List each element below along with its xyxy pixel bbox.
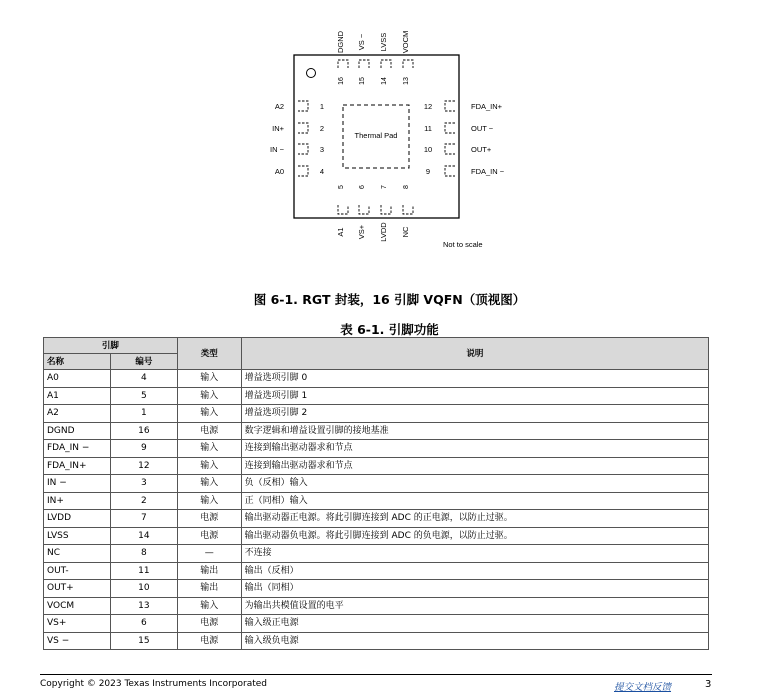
pin-number-left: 1 bbox=[319, 102, 325, 111]
pin-type-cell: 输入 bbox=[177, 475, 241, 493]
pin-type-cell: 电源 bbox=[177, 615, 241, 633]
pin-number-cell: 14 bbox=[110, 527, 177, 545]
pin-number-left: 3 bbox=[319, 145, 325, 154]
table-row bbox=[44, 527, 709, 545]
pin-number-left: 2 bbox=[319, 124, 325, 133]
pin-number-cell: 1 bbox=[110, 405, 177, 423]
pin-description-cell: 输入级负电源 bbox=[241, 632, 708, 650]
pin-number-right: 10 bbox=[423, 145, 433, 154]
pin-description-cell: 正（同相）输入 bbox=[241, 492, 708, 510]
page-number: 3 bbox=[705, 679, 712, 690]
pin-number-cell: 13 bbox=[110, 597, 177, 615]
pin-label-right: OUT+ bbox=[471, 145, 492, 154]
pin-number-cell: 12 bbox=[110, 457, 177, 475]
pin-number-cell: 11 bbox=[110, 562, 177, 580]
pin-name-cell: A2 bbox=[44, 405, 111, 423]
table-row bbox=[44, 597, 709, 615]
feedback-link[interactable]: 提交文档反馈 bbox=[614, 682, 672, 693]
pin-name-cell: VS+ bbox=[44, 615, 111, 633]
table-row bbox=[44, 545, 709, 563]
pin-description-cell: 为输出共模值设置的电平 bbox=[241, 597, 708, 615]
header-number: 编号 bbox=[110, 354, 177, 370]
pin-name-cell: OUT- bbox=[44, 562, 111, 580]
pin-label-bottom: NC bbox=[401, 226, 410, 238]
pin-description-cell: 增益选项引脚 0 bbox=[241, 370, 708, 388]
scale-note: Not to scale bbox=[443, 240, 483, 249]
pin-name-cell: IN+ bbox=[44, 492, 111, 510]
header-type: 类型 bbox=[177, 338, 241, 370]
pin-type-cell: 输入 bbox=[177, 492, 241, 510]
header-description: 说明 bbox=[241, 338, 708, 370]
pin-description-cell: 负（反相）输入 bbox=[241, 475, 708, 493]
table-row bbox=[44, 370, 709, 388]
pin-type-cell: 输入 bbox=[177, 405, 241, 423]
table-row bbox=[44, 615, 709, 633]
pin-number-left: 4 bbox=[319, 167, 325, 176]
pin-label-right: FDA_IN − bbox=[471, 167, 505, 176]
pin-description-cell: 增益选项引脚 1 bbox=[241, 387, 708, 405]
pin-type-cell: 输入 bbox=[177, 387, 241, 405]
pin-name-cell: LVDD bbox=[44, 510, 111, 528]
table-row bbox=[44, 440, 709, 458]
pin-type-cell: 电源 bbox=[177, 510, 241, 528]
pin-number-cell: 6 bbox=[110, 615, 177, 633]
pin-type-cell: 输出 bbox=[177, 562, 241, 580]
figure-caption: 图 6-1. RGT 封装，16 引脚 VQFN（顶视图） bbox=[253, 292, 526, 307]
pin-label-left: IN+ bbox=[272, 124, 284, 133]
pin-description-cell: 数字逻辑和增益设置引脚的接地基准 bbox=[241, 422, 708, 440]
pin-number-bottom: 7 bbox=[381, 185, 388, 189]
table-caption: 表 6-1. 引脚功能 bbox=[340, 322, 439, 337]
pin-type-cell: 输出 bbox=[177, 580, 241, 598]
pin-label-left: IN − bbox=[270, 145, 284, 154]
pin-label-bottom: LVDD bbox=[379, 222, 388, 242]
pin-number-cell: 15 bbox=[110, 632, 177, 650]
pin-number-bottom: 5 bbox=[338, 185, 345, 189]
pin-type-cell: 输入 bbox=[177, 597, 241, 615]
pin-description-cell: 增益选项引脚 2 bbox=[241, 405, 708, 423]
pin-number-cell: 16 bbox=[110, 422, 177, 440]
table-row bbox=[44, 405, 709, 423]
pin-number-bottom: 6 bbox=[359, 185, 366, 189]
pin-name-cell: FDA_IN − bbox=[44, 440, 111, 458]
pin-label-left: A2 bbox=[274, 102, 284, 111]
pin-number-cell: 2 bbox=[110, 492, 177, 510]
pin-label-right: OUT − bbox=[471, 124, 494, 133]
pin-number-right: 9 bbox=[425, 167, 431, 176]
pin-number-top: 16 bbox=[338, 77, 345, 85]
pin-name-cell: OUT+ bbox=[44, 580, 111, 598]
pin-number-cell: 5 bbox=[110, 387, 177, 405]
pin-description-cell: 连接到输出驱动器求和节点 bbox=[241, 440, 708, 458]
pin-name-cell: A1 bbox=[44, 387, 111, 405]
pin-label-top: VOCM bbox=[401, 30, 410, 54]
pin-number-top: 15 bbox=[359, 77, 366, 85]
pin-number-right: 12 bbox=[423, 102, 433, 111]
pin-name-cell: LVSS bbox=[44, 527, 111, 545]
copyright-text: Copyright © 2023 Texas Instruments Incorporated bbox=[40, 679, 267, 689]
table-row bbox=[44, 422, 709, 440]
pin-number-top: 13 bbox=[403, 77, 410, 85]
pin-functions-table bbox=[43, 337, 709, 650]
pin-name-cell: FDA_IN+ bbox=[44, 457, 111, 475]
pin-type-cell: 输入 bbox=[177, 370, 241, 388]
pin-number-cell: 8 bbox=[110, 545, 177, 563]
pin-type-cell: 电源 bbox=[177, 527, 241, 545]
pin-number-right: 11 bbox=[424, 124, 432, 133]
pin-name-cell: DGND bbox=[44, 422, 111, 440]
pin-label-left: A0 bbox=[274, 167, 284, 176]
pin-number-cell: 9 bbox=[110, 440, 177, 458]
pin-type-cell: 电源 bbox=[177, 632, 241, 650]
pin-type-cell: 输入 bbox=[177, 457, 241, 475]
pin-description-cell: 输出驱动器正电源。将此引脚连接到 ADC 的正电源，以防止过驱。 bbox=[241, 510, 708, 528]
pin-label-top: DGND bbox=[336, 30, 345, 54]
pin-number-bottom: 8 bbox=[403, 185, 410, 189]
table-row bbox=[44, 492, 709, 510]
pin-number-cell: 4 bbox=[110, 370, 177, 388]
table-row bbox=[44, 632, 709, 650]
pin-description-cell: 不连接 bbox=[241, 545, 708, 563]
thermal-pad-label: Thermal Pad bbox=[354, 131, 398, 140]
table-row bbox=[44, 580, 709, 598]
pin-number-cell: 10 bbox=[110, 580, 177, 598]
header-name: 名称 bbox=[44, 354, 111, 370]
pin-type-cell: 电源 bbox=[177, 422, 241, 440]
package-pinout-diagram bbox=[0, 0, 779, 260]
pin-number-cell: 7 bbox=[110, 510, 177, 528]
footer-rule bbox=[40, 674, 712, 675]
table-row bbox=[44, 475, 709, 493]
pin-name-cell: VOCM bbox=[44, 597, 111, 615]
pin-name-cell: VS − bbox=[44, 632, 111, 650]
pin-description-cell: 输出（同相） bbox=[241, 580, 708, 598]
pin-name-cell: NC bbox=[44, 545, 111, 563]
table-row bbox=[44, 562, 709, 580]
pin-description-cell: 输出（反相） bbox=[241, 562, 708, 580]
pin-description-cell: 输入级正电源 bbox=[241, 615, 708, 633]
pin-label-right: FDA_IN+ bbox=[471, 102, 503, 111]
table-row bbox=[44, 387, 709, 405]
header-pin-group: 引脚 bbox=[44, 338, 178, 354]
table-row bbox=[44, 510, 709, 528]
pin-label-top: LVSS bbox=[379, 32, 388, 52]
pin-description-cell: 输出驱动器负电源。将此引脚连接到 ADC 的负电源，以防止过驱。 bbox=[241, 527, 708, 545]
pin-label-bottom: VS+ bbox=[357, 224, 366, 240]
pin-name-cell: A0 bbox=[44, 370, 111, 388]
table-row bbox=[44, 457, 709, 475]
pin-description-cell: 连接到输出驱动器求和节点 bbox=[241, 457, 708, 475]
pin-label-bottom: A1 bbox=[336, 227, 345, 237]
pin-type-cell: 输入 bbox=[177, 440, 241, 458]
pin-number-cell: 3 bbox=[110, 475, 177, 493]
pin-name-cell: IN − bbox=[44, 475, 111, 493]
pin-number-top: 14 bbox=[381, 77, 388, 85]
pin-type-cell: — bbox=[177, 545, 241, 563]
pin-label-top: VS − bbox=[357, 33, 366, 51]
